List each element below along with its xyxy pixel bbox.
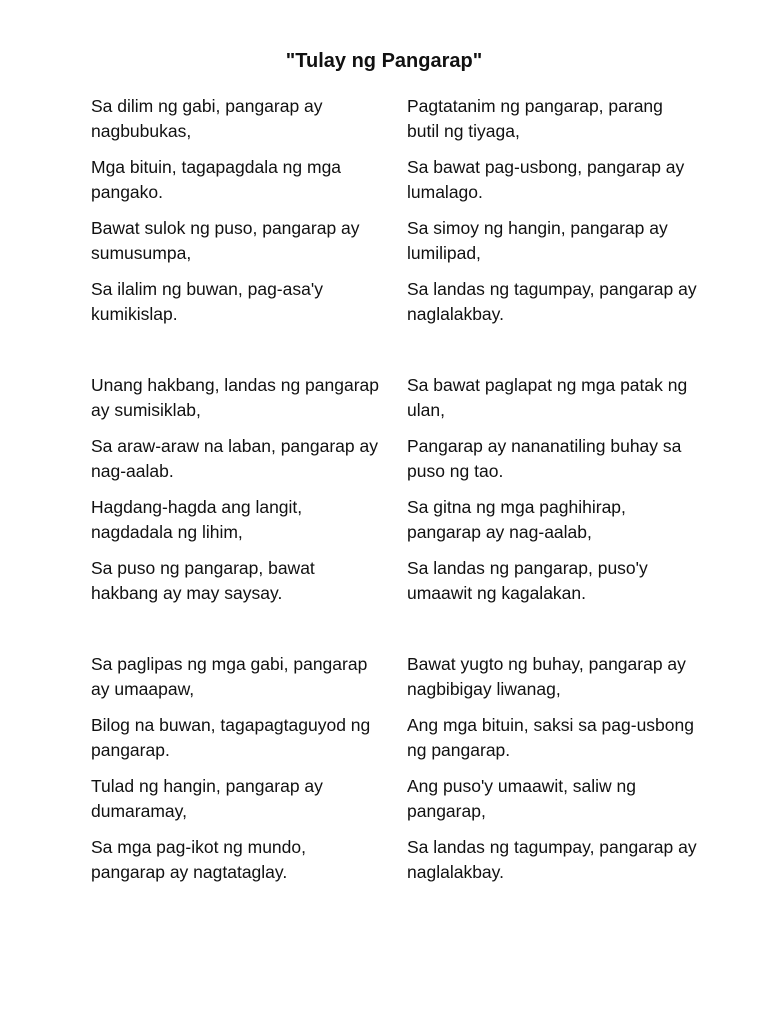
poem-line: Sa bawat pag-usbong, pangarap ay lumalago. (407, 157, 685, 202)
poem-line: Ang mga bituin, saksi sa pag-usbong ng pangarap. (407, 715, 694, 760)
stanza-6 (407, 652, 697, 896)
poem-line: Sa simoy ng hangin, pangarap ay lumilipad, (407, 218, 668, 263)
poem-line: Sa paglipas ng mga gabi, pangarap ay umaapaw, (91, 654, 368, 699)
poem-line: Pangarap ay nananatiling buhay sa puso ng tao. (407, 436, 682, 481)
poem-line: Ang puso'y umaawit, saliw ng pangarap, (407, 776, 637, 821)
poem-line: Sa ilalim ng buwan, pag-asa'y kumikislap. (91, 279, 323, 324)
stanza-5 (91, 652, 381, 896)
poem-line: Sa landas ng tagumpay, pangarap ay naglalakbay. (407, 279, 697, 324)
poem-line: Sa landas ng tagumpay, pangarap ay naglalakbay. (407, 837, 697, 882)
poem-line: Tulad ng hangin, pangarap ay dumaramay, (91, 776, 323, 821)
poem-line: Bilog na buwan, tagapagtaguyod ng pangarap. (91, 715, 371, 760)
poem-line: Sa gitna ng mga paghihirap, pangarap ay nag-aalab, (407, 497, 626, 542)
poem-line: Sa bawat paglapat ng mga patak ng ulan, (407, 375, 688, 420)
stanza-4 (407, 373, 697, 617)
poem-line: Hagdang-hagda ang langit, nagdadala ng lihim, (91, 497, 303, 542)
poem-line: Sa dilim ng gabi, pangarap ay nagbubukas, (91, 96, 323, 141)
poem-line: Sa mga pag-ikot ng mundo, pangarap ay nagtataglay. (91, 837, 306, 882)
poem-line: Unang hakbang, landas ng pangarap ay sumisiklab, (91, 375, 380, 420)
poem-line: Bawat sulok ng puso, pangarap ay sumusumpa, (91, 218, 360, 263)
poem-line: Bawat yugto ng buhay, pangarap ay nagbibigay liwanag, (407, 654, 686, 699)
poem-line: Pagtatanim ng pangarap, parang butil ng tiyaga, (407, 96, 663, 141)
stanza-3 (91, 373, 381, 617)
stanza-1 (91, 94, 381, 338)
poem-line: Mga bituin, tagapagdala ng mga pangako. (91, 157, 342, 202)
poem-line: Sa landas ng pangarap, puso'y umaawit ng kagalakan. (407, 558, 648, 603)
poem-line: Sa araw-araw na laban, pangarap ay nag-aalab. (91, 436, 378, 481)
stanza-2 (407, 94, 697, 338)
poem-line: Sa puso ng pangarap, bawat hakbang ay may saysay. (91, 558, 315, 603)
poem-title: "Tulay ng Pangarap" (285, 50, 483, 72)
